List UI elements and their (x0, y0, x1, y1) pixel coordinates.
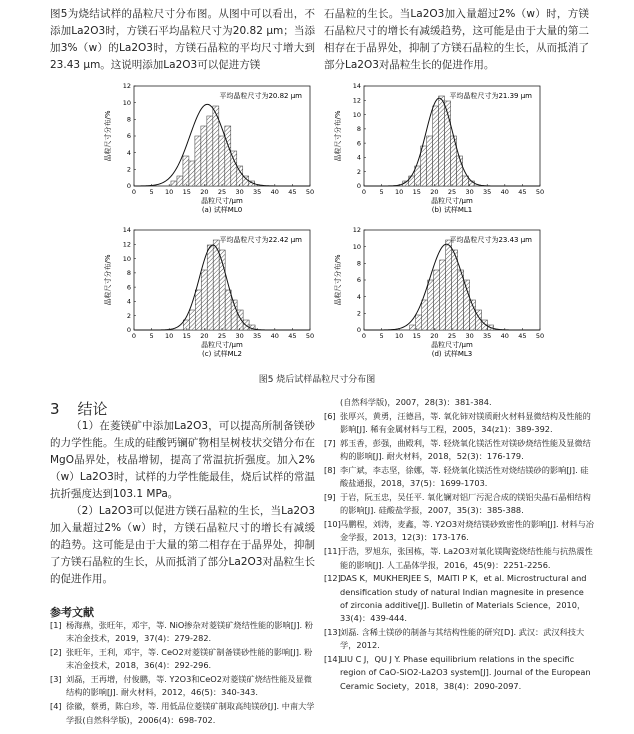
histogram-bar (440, 260, 446, 330)
reference-item: [14] LIU C J，QU J Y. Phase equilibrium relations in the specific region of CaO-SiO2-La2O3 system[J]. Journal of the European Ceramic Society，2018，38(4)：2090-2097. (324, 654, 591, 691)
subfigure-caption: (b) 试样ML1 (431, 206, 473, 214)
x-axis-label: 晶粒尺寸/μm (431, 341, 473, 349)
histogram-bar (201, 270, 207, 330)
histogram-bar (189, 161, 195, 186)
y-tick-label: 12 (122, 240, 131, 249)
conclusions (50, 418, 315, 588)
y-tick-label: 4 (356, 292, 361, 301)
x-tick-label: 15 (412, 188, 421, 196)
mean-size-annotation: 平均晶粒尺寸为20.82 μm (219, 92, 302, 100)
x-tick-label: 5 (149, 188, 154, 196)
y-tick-label: 4 (356, 153, 361, 162)
histogram-bar (439, 96, 445, 186)
y-tick-label: 0 (356, 182, 361, 191)
x-tick-label: 20 (430, 332, 439, 340)
histogram-bar (213, 240, 219, 330)
x-tick-label: 45 (518, 332, 527, 340)
y-tick-label: 0 (356, 326, 361, 335)
x-tick-label: 50 (305, 188, 315, 196)
histogram-bar (446, 240, 452, 330)
histogram-bar (231, 151, 237, 186)
x-tick-label: 40 (500, 332, 509, 340)
mean-size-annotation: 平均晶粒尺寸为21.39 μm (449, 92, 532, 100)
reference-item: [1] 杨海燕，张旺年，邓宇，等. NiO掺杂对菱镁矿烧结性能的影响[J]. 粉末冶金技术，2019，37(4)：279-282. (50, 620, 313, 644)
histogram-bar (434, 270, 440, 330)
x-tick-label: 25 (447, 188, 457, 196)
histogram-bar (195, 290, 201, 330)
histogram-bar (183, 320, 189, 330)
x-tick-label: 15 (182, 188, 191, 196)
references-heading: 参考文献 (50, 606, 94, 619)
y-tick-label: 8 (356, 259, 361, 268)
y-tick-label: 8 (126, 269, 131, 278)
x-tick-label: 0 (131, 332, 137, 340)
histogram-bar (422, 300, 428, 330)
reference-item: [7] 郭玉香，彭强，曲殿利，等. 轻烧氧化镁活性对镁砂烧结性能及显微结构的影响[J]. 耐火材料，2018，52(3)：176-179. (324, 437, 591, 462)
x-tick-label: 20 (200, 188, 209, 196)
reference-item: [13] 刘磊. 含稀土镁砂的制备与其结构性能的研究[D]. 武汉：武汉科技大学，2012. (324, 627, 585, 651)
histogram-bar (410, 325, 416, 330)
x-tick-label: 35 (253, 332, 262, 340)
histogram-bar (433, 106, 439, 186)
histogram-bar (219, 136, 225, 186)
y-tick-label: 6 (356, 139, 361, 148)
x-tick-label: 40 (500, 188, 509, 196)
histogram-bar (195, 136, 201, 186)
y-tick-label: 6 (126, 283, 131, 292)
x-tick-label: 0 (361, 332, 367, 340)
x-axis-label: 晶粒尺寸/μm (201, 197, 243, 205)
y-tick-label: 10 (122, 254, 131, 263)
histogram-bar (243, 176, 249, 186)
y-axis-label: 晶粒尺寸分布/% (334, 254, 342, 306)
body-text-top-left: 图5为烧结试样的晶粒尺寸分布图。从图中可以看出，不添加La2O3时，方镁石平均晶粒尺寸为20.82 μm；当添加3%（w）的La2O3时，方镁石晶粒的平均尺寸增大到23.43 μm。这说明添加La2O3可以促进方镁 (50, 8, 315, 71)
references-list-right (324, 396, 594, 694)
y-tick-label: 10 (352, 110, 361, 119)
y-tick-label: 2 (126, 165, 131, 174)
y-tick-label: 0 (126, 182, 131, 191)
reference-item: [8] 李广斌，李志坚，徐娜，等. 轻烧氧化镁活性对烧结镁砂的影响[J]. 硅酸盐通报，2018，37(5)：1699-1703. (324, 464, 589, 489)
histogram-bar (457, 156, 463, 186)
reference-item: [4] 徐徽，蔡勇，陈白珍，等. 用低品位菱镁矿制取高纯镁砂[J]. 中南大学学报(自然科学版)，2006(4)：698-702. (50, 701, 315, 725)
y-axis-label: 晶粒尺寸分布/% (104, 254, 112, 306)
mean-size-annotation: 平均晶粒尺寸为22.42 μm (219, 236, 302, 244)
chart-ml1 (330, 78, 550, 222)
x-tick-label: 35 (483, 332, 492, 340)
chart-ml3 (330, 222, 550, 372)
x-tick-label: 25 (447, 332, 457, 340)
x-tick-label: 20 (430, 188, 439, 196)
reference-item: [6] 张厚兴，黄勇，汪德昌，等. 氧化铈对镁质耐火材料显微结构及性能的影响[J]. 稀有金属材料与工程，2005，34(z1)：389-392. (324, 410, 591, 435)
subfigure-caption: (a) 试样ML0 (201, 206, 243, 214)
figure-caption: 图5 烧后试样晶粒尺寸分布图 (258, 375, 376, 385)
y-tick-label: 12 (352, 226, 361, 235)
y-tick-label: 2 (356, 167, 361, 176)
mean-size-annotation: 平均晶粒尺寸为23.43 μm (449, 236, 532, 244)
histogram-bar (421, 146, 427, 186)
x-tick-label: 45 (288, 188, 297, 196)
reference-item: [11] 于浩，罗旭东，张国栋，等. La2O3对氧化镁陶瓷烧结性能与抗热震性能的影响[J]. 人工晶体学报，2016，45(9)：2251-2256. (324, 546, 593, 570)
x-tick-label: 50 (535, 332, 545, 340)
y-tick-label: 2 (356, 309, 361, 318)
histogram-bar (207, 245, 213, 330)
histogram-bar (427, 136, 433, 186)
y-tick-label: 14 (122, 226, 131, 235)
y-tick-label: 12 (352, 96, 361, 105)
x-tick-label: 0 (361, 188, 367, 196)
histogram-bar (225, 126, 231, 186)
y-tick-label: 2 (126, 311, 131, 320)
x-tick-label: 50 (535, 188, 545, 196)
histogram-bar (183, 156, 189, 186)
reference-item: [10] 马鹏程，刘涛，麦鑫，等. Y2O3对烧结镁砂致密性的影响[J]. 材料与冶金学报，2013，12(3)：173-176. (324, 519, 594, 543)
x-tick-label: 15 (182, 332, 191, 340)
y-tick-label: 4 (126, 297, 131, 306)
x-tick-label: 10 (165, 188, 174, 196)
conclusion-paragraph-1: （1）在菱镁矿中添加La2O3，可以提高所制备镁砂的力学性能。生成的硅酸钙镧矿物相呈树枝状交错分布在MgO晶界处，枝晶增韧，提高了常温抗折强度。加入2%（w）La2O3时，试样的力学性能最佳，烧后试样的常温抗折强度达到103.1 MPa。 (50, 420, 315, 500)
histogram-bar (428, 280, 434, 330)
x-tick-label: 10 (395, 332, 404, 340)
reference-item: [3] 刘磊，王再增，付俊鹏，等. Y2O3和CeO2对菱镁矿烧结性能及显微结构的影响[J]. 耐火材料，2012，46(5)：340-343. (50, 674, 312, 698)
reference-item: [9] 于岩，阮玉忠，吴任平. 氧化镧对铝厂污泥合成的镁铝尖晶石晶相结构的影响[J]. 硅酸盐学报，2007，35(3)：385-388. (324, 492, 591, 516)
y-tick-label: 4 (126, 148, 131, 157)
section-number: 3 (50, 400, 60, 418)
x-tick-label: 25 (217, 332, 227, 340)
x-tick-label: 50 (305, 332, 315, 340)
reference-item: [12] DAS K，MUKHERJEE S，MAITI P K，et al. Microstructural and densification study of natural Indian magnesite in presence of zirconia additive[J]. Bulletin of Materials Science，2010，33(4)：439-444. (324, 573, 587, 624)
section-title: 结论 (77, 400, 108, 418)
subfigure-caption: (d) 试样ML3 (431, 350, 473, 358)
chart-ml0 (100, 78, 320, 222)
y-tick-label: 10 (122, 98, 131, 107)
x-tick-label: 30 (235, 188, 244, 196)
x-tick-label: 45 (288, 332, 297, 340)
histogram-bar (225, 290, 231, 330)
x-tick-label: 40 (270, 188, 279, 196)
x-tick-label: 35 (483, 188, 492, 196)
x-axis-label: 晶粒尺寸/μm (431, 197, 473, 205)
conclusion-paragraph-2: （2）La2O3可以促进方镁石晶粒的生长，当La2O3加入量超过2%（w）时，方镁石晶粒尺寸的增长有减缓的趋势。这可能是由于大量的第二相存在于晶界处，抑制了方镁石晶粒的生长，从而抵消了部分La2O3对晶粒生长的促进作用。 (50, 505, 315, 585)
y-tick-label: 6 (126, 132, 131, 141)
x-tick-label: 40 (270, 332, 279, 340)
y-axis-label: 晶粒尺寸分布/% (334, 110, 342, 162)
histogram-bar (171, 181, 177, 186)
x-tick-label: 10 (165, 332, 174, 340)
x-tick-label: 0 (131, 188, 137, 196)
x-tick-label: 35 (253, 188, 262, 196)
histogram-bar (237, 166, 243, 186)
x-tick-label: 10 (395, 188, 404, 196)
subfigure-caption: (c) 试样ML2 (202, 350, 242, 358)
y-tick-label: 14 (352, 82, 361, 91)
histogram-bar (201, 126, 207, 186)
histogram-bar (189, 310, 195, 330)
chart-ml2 (100, 222, 320, 372)
histogram-bar (409, 176, 415, 186)
section-heading (50, 398, 108, 419)
y-tick-label: 0 (126, 326, 131, 335)
reference-item: (自然科学版)，2007，28(3)：381-384. (340, 397, 492, 407)
y-tick-label: 8 (126, 115, 131, 124)
x-tick-label: 5 (379, 332, 384, 340)
y-axis-label: 晶粒尺寸分布/% (104, 110, 112, 162)
histogram-bar (452, 250, 458, 330)
y-tick-label: 12 (122, 82, 131, 91)
x-tick-label: 45 (518, 188, 527, 196)
histogram-bar (207, 116, 213, 186)
histogram-bar (416, 315, 422, 330)
histogram-bar (458, 270, 464, 330)
x-tick-label: 30 (465, 332, 474, 340)
x-tick-label: 30 (465, 188, 474, 196)
y-tick-label: 6 (356, 276, 361, 285)
body-text-top-right: 石晶粒的生长。当La2O3加入量超过2%（w）时，方镁石晶粒尺寸的增长有减缓趋势，这可能是由于大量的第二相存在于晶界处，抑制了方镁石晶粒的生长，从而抵消了部分La2O3对晶粒生长的促进作用。 (324, 8, 589, 71)
x-tick-label: 5 (149, 332, 154, 340)
x-tick-label: 5 (379, 188, 384, 196)
y-tick-label: 8 (356, 125, 361, 134)
x-axis-label: 晶粒尺寸/μm (201, 341, 243, 349)
x-tick-label: 20 (200, 332, 209, 340)
x-tick-label: 30 (235, 332, 244, 340)
x-tick-label: 25 (217, 188, 227, 196)
y-tick-label: 10 (352, 242, 361, 251)
references-list-left (50, 619, 315, 727)
reference-item: [2] 张旺年，王利，邓宇，等. CeO2对菱镁矿制备镁砂性能的影响[J]. 粉末冶金技术，2018，36(4)：292-296. (50, 647, 313, 671)
histogram-bar (177, 176, 183, 186)
x-tick-label: 15 (412, 332, 421, 340)
